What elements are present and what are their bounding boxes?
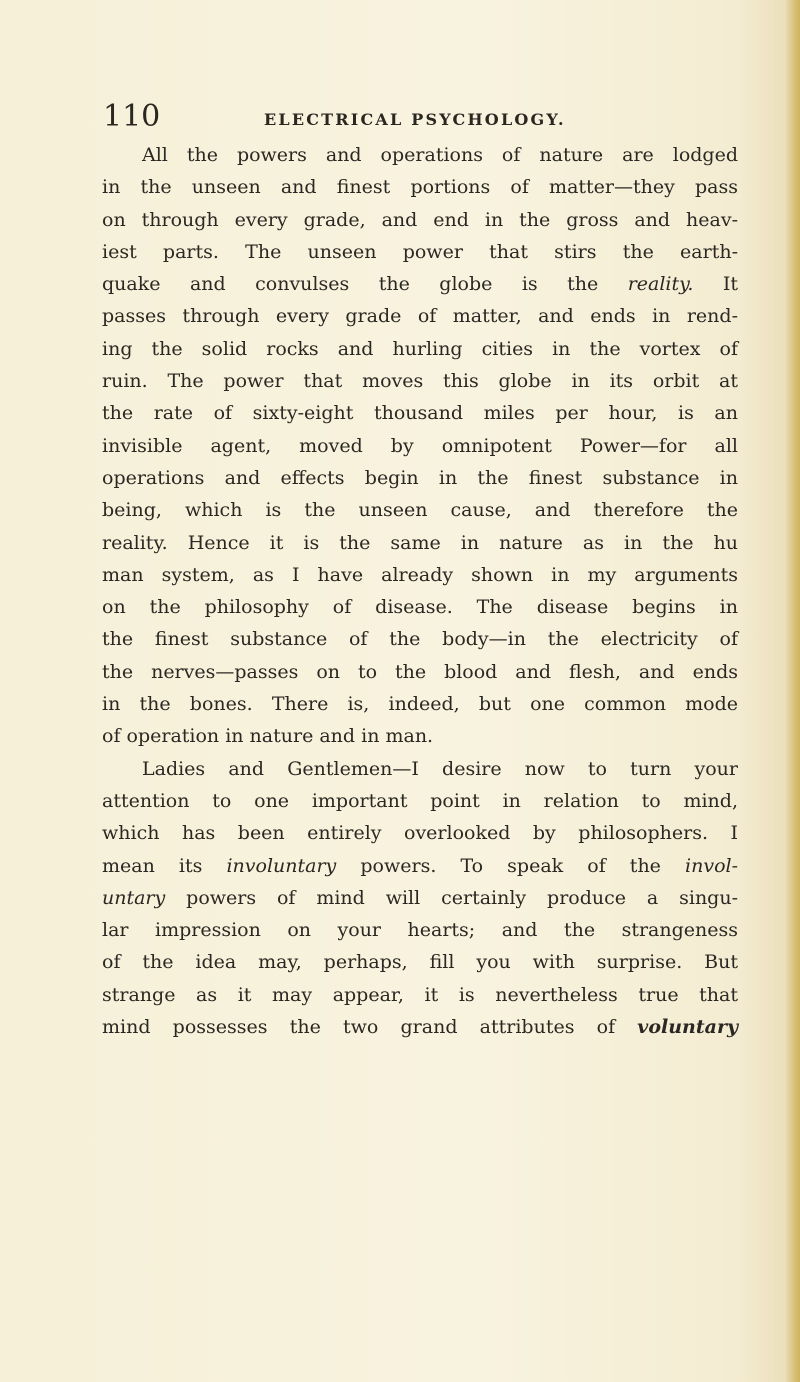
body-text [102,139,738,1043]
text-line: on through every grade, and end in the gross and heav- [102,208,738,231]
text-line: All the powers and operations of nature are lodged [142,144,738,166]
text-line: passes through every grade of matter, and ends in rend- [102,305,738,328]
page-number: 110 [103,99,161,134]
text-line: of the idea may, perhaps, fill you with surprise. But [102,951,738,974]
text-line: lar impression on your hearts; and the strangeness [102,919,738,942]
text-line: being, which is the unseen cause, and therefore the [102,499,738,522]
text-line: ing the solid rocks and hurling cities in the vortex of [102,337,738,360]
text-line: of operation in nature and in man. [102,725,434,748]
running-head: ELECTRICAL PSYCHOLOGY. [264,110,566,129]
text-line: iest parts. The unseen power that stirs the earth- [102,240,738,263]
text-line: which has been entirely overlooked by philosophers. I [102,822,738,845]
text-line: quake and convulses the globe is the reality. It [102,273,738,296]
text-line: attention to one important point in relation to mind, [102,789,738,812]
text-line: reality. Hence it is the same in nature as in the hu [102,531,738,554]
text-line: strange as it may appear, it is nevertheless true that [102,983,738,1006]
text-line: man system, as I have already shown in my arguments [102,563,738,586]
page-header [103,100,743,140]
text-line: untary powers of mind will certainly produce a singu- [102,886,738,909]
text-line: the finest substance of the body—in the electricity of [102,628,738,651]
text-line: invisible agent, moved by omnipotent Power—for all [102,434,738,457]
text-line: on the philosophy of disease. The disease begins in [102,596,738,619]
text-line: in the bones. There is, indeed, but one common mode [102,693,738,716]
italic-word: voluntary [637,1016,738,1039]
italic-word: untary [102,886,166,909]
page-edge [786,0,800,1382]
text-line: operations and effects begin in the finest substance in [102,466,738,489]
text-line: the nerves—passes on to the blood and flesh, and ends [102,660,738,683]
italic-word: invol- [685,854,738,877]
text-line: Ladies and Gentlemen—I desire now to turn your [142,757,738,780]
text-line: in the unseen and finest portions of matter—they pass [102,176,738,199]
italic-word: reality. [627,273,694,296]
text-line: ruin. The power that moves this globe in its orbit at [102,370,738,393]
text-line: the rate of sixty-eight thousand miles per hour, is an [102,402,738,425]
text-line: mean its involuntary powers. To speak of the invol- [102,854,738,877]
italic-word: involuntary [226,854,337,877]
text-line: mind possesses the two grand attributes of voluntary [102,1016,738,1039]
